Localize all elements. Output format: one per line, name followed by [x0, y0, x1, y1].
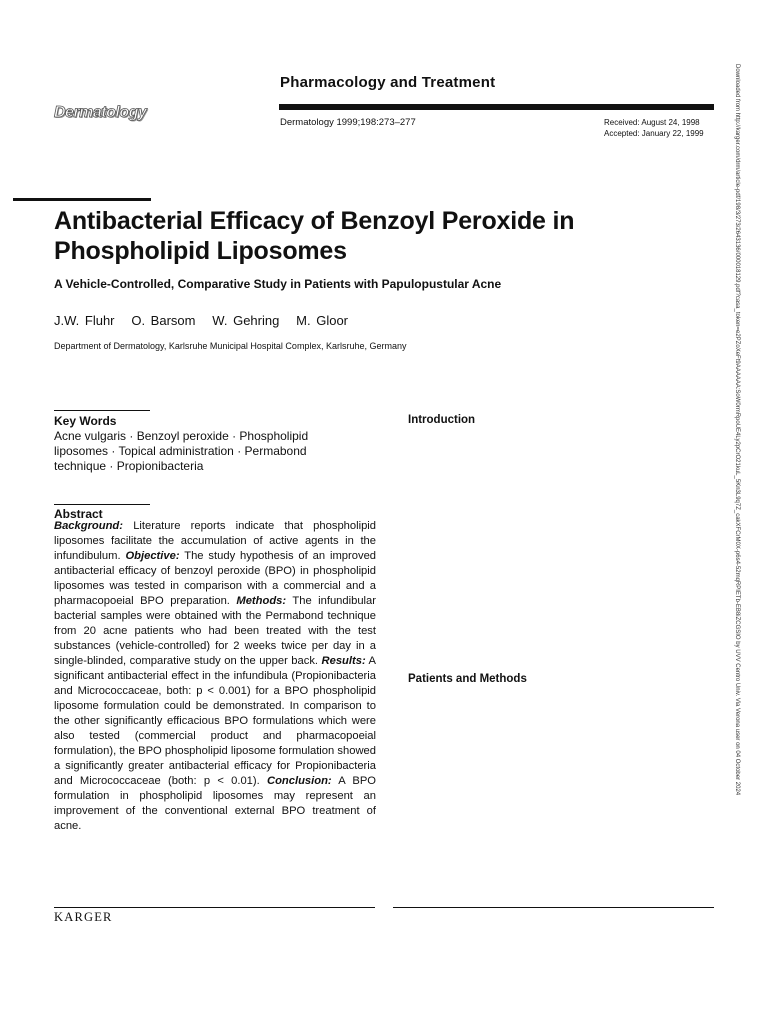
- objective-label: Objective:: [125, 550, 180, 562]
- keywords-text: Acne vulgaris · Benzoyl peroxide · Phospholipid liposomes · Topical administration · Permabond technique · Propionibacteria: [54, 429, 309, 473]
- article-subtitle: A Vehicle-Controlled, Comparative Study in Patients with Papulopustular Acne: [54, 277, 502, 291]
- download-sidebar: [734, 64, 748, 964]
- download-notice: Downloaded from http://karger.com/drm/article-pdf/198/3/273/2643136/000018129.pdf?casa_token=e2PZoXeFt9AAAAAA:SoW0rmRpoUE4Ly2pCrO21kuL_5Kn3L9q7Z_cakXFCrM0X-p6s4-52mqRPIETb-EB8iZCGSIO by UVV Centro Univ. Via Verona user on 04 October 2024: [734, 64, 740, 796]
- keywords-heading: Key Words: [54, 414, 117, 428]
- footer-rule-left: [54, 907, 375, 908]
- footer-rule-right: [393, 907, 714, 908]
- accepted-date: Accepted: January 22, 1999: [604, 129, 704, 138]
- introduction-heading: Introduction: [408, 414, 476, 426]
- methods-text: The infundibular bacterial samples were obtained with the Permabond technique from 20 acne patients who had been treated with the test substances (vehicle-controlled) for 2 weeks twice per day in a single-blinded, comparative study on the upper back.: [54, 595, 376, 667]
- citation: Dermatology 1999;198:273–277: [280, 117, 416, 128]
- received-date: Received: August 24, 1998: [604, 118, 700, 127]
- journal-logo: Dermatology: [54, 104, 147, 121]
- background-text: Literature reports indicate that phospholipid liposomes facilitate the accumulation of active agents in the infundibulum.: [54, 520, 377, 562]
- abstract-heading: Abstract: [54, 507, 103, 521]
- dates-block: [604, 117, 704, 139]
- affiliation: Department of Dermatology, Karlsruhe Municipal Hospital Complex, Karlsruhe, Germany: [54, 341, 407, 351]
- results-text: A significant antibacterial effect in the infundibula (Propionibacteria and Micrococcaceae, both: p < 0.001) for a BPO phospholipid liposome formulation could be demonstrated. In comparison to the other significantly efficacious BPO formulations which were also tested (commercial product and pharmacopoeial formulation), the BPO phospholipid liposome formulation showed a significantly greater antibacterial efficacy for Propionibacteria and Micrococcaceae (both: p < 0.01).: [54, 655, 377, 787]
- article-title: Antibacterial Efficacy of Benzoyl Peroxide in Phospholipid Liposomes: [54, 207, 575, 265]
- publisher-logo: KARGER: [54, 910, 113, 924]
- abstract-body: [54, 519, 376, 834]
- conclusion-label: Conclusion:: [267, 775, 332, 787]
- background-label: Background:: [54, 520, 123, 532]
- title-rule: [13, 198, 151, 201]
- keywords-rule: [54, 410, 150, 411]
- authors: J.W. Fluhr O. Barsom W. Gehring M. Gloor: [54, 313, 349, 328]
- header-rule: [279, 104, 714, 110]
- methods-label: Methods:: [236, 595, 287, 607]
- conclusion-text: A BPO formulation in phospholipid liposomes may represent an improvement of the conventional external BPO treatment of acne.: [54, 775, 377, 832]
- abstract-rule: [54, 504, 150, 505]
- results-label: Results:: [321, 655, 366, 667]
- objective-text: The study hypothesis of an improved antibacterial efficacy of benzoyl peroxide (BPO) in phospholipid liposomes was tested in comparison with a commercial and a pharmacopoeial BPO preparation.: [54, 550, 377, 607]
- patients-methods-heading: Patients and Methods: [408, 673, 527, 685]
- section-heading: Pharmacology and Treatment: [280, 74, 496, 91]
